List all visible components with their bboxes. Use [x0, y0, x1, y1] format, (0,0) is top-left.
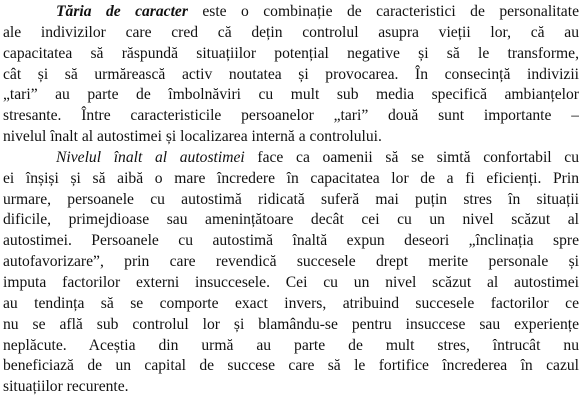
- text-line: [3, 273, 579, 294]
- text-segment: nu se află sub controlul lor și blamându-se pentru insuccese sau experiențe: [3, 315, 579, 333]
- text-segment: ei înșiși și să aibă o mare încredere în capacitatea lor de a fi eficienți. Prin: [3, 169, 579, 187]
- text-line: [3, 2, 579, 23]
- text-line: [3, 106, 579, 127]
- text-segment: ale indivizilor care cred că dețin controlul asupra vieții lor, că au: [3, 23, 579, 41]
- emphasized-term: Nivelul înalt al autostimei: [56, 148, 245, 166]
- text-segment: cât și să urmărească activ noutatea și provocarea. În consecință indivizii: [3, 65, 579, 83]
- text-segment: autofavorizare”, prin care revendică succesele drept merite personale și: [3, 253, 579, 271]
- text-line: [3, 23, 579, 44]
- text-segment: situațiilor recurente.: [3, 378, 129, 396]
- text-segment: imputa factorilor externi insuccesele. Cei cu un nivel scăzut al autostimei: [3, 273, 579, 291]
- text-segment: au tendința să se comporte exact invers, atribuind succesele factorilor ce: [3, 294, 579, 312]
- emphasized-term: Tăria de caracter: [56, 3, 188, 20]
- text-segment: urmare, persoanele cu autostimă ridicată suferă mai puțin stres în situații: [3, 190, 579, 208]
- text-segment: nivelul înalt al autostimei și localizarea internă a controlului.: [3, 128, 382, 146]
- text-line: [3, 315, 579, 336]
- text-line: [3, 294, 579, 315]
- text-line: [3, 85, 579, 106]
- text-line: [3, 231, 579, 252]
- text-line: [3, 377, 579, 398]
- text-line: [3, 148, 579, 169]
- text-line: [3, 127, 579, 148]
- text-segment: este o combinație de caracteristici de personalitate: [187, 3, 579, 20]
- text-segment: capacitatea să răspundă situațiilor potențial negative și să le transforme,: [3, 44, 579, 62]
- text-segment: face ca oamenii să se simtă confortabil cu: [244, 148, 579, 166]
- text-line: [3, 190, 579, 211]
- text-segment: dificile, primejdioase sau amenințătoare decât cei cu un nivel scăzut al: [3, 211, 579, 229]
- document-body: [3, 2, 579, 398]
- text-line: [3, 356, 579, 377]
- text-segment: neplăcute. Aceștia din urmă au parte de mult stres, întrucât nu: [3, 336, 579, 354]
- text-line: [3, 210, 579, 231]
- paragraph: [3, 2, 579, 148]
- text-line: [3, 65, 579, 86]
- text-line: [3, 252, 579, 273]
- paragraph: [3, 148, 579, 398]
- text-segment: stresante. Între caracteristicile persoanelor „tari” două sunt importante –: [3, 107, 579, 125]
- text-line: [3, 336, 579, 357]
- text-line: [3, 44, 579, 65]
- text-line: [3, 169, 579, 190]
- text-segment: autostimei. Persoanele cu autostimă înaltă expun deseori „înclinația spre: [3, 232, 579, 250]
- text-segment: „tari” au parte de îmbolnăviri cu mult sub media specifică ambianțelor: [3, 86, 579, 104]
- text-segment: beneficiază de un capital de succese care să le fortifice încrederea în cazul: [3, 357, 579, 375]
